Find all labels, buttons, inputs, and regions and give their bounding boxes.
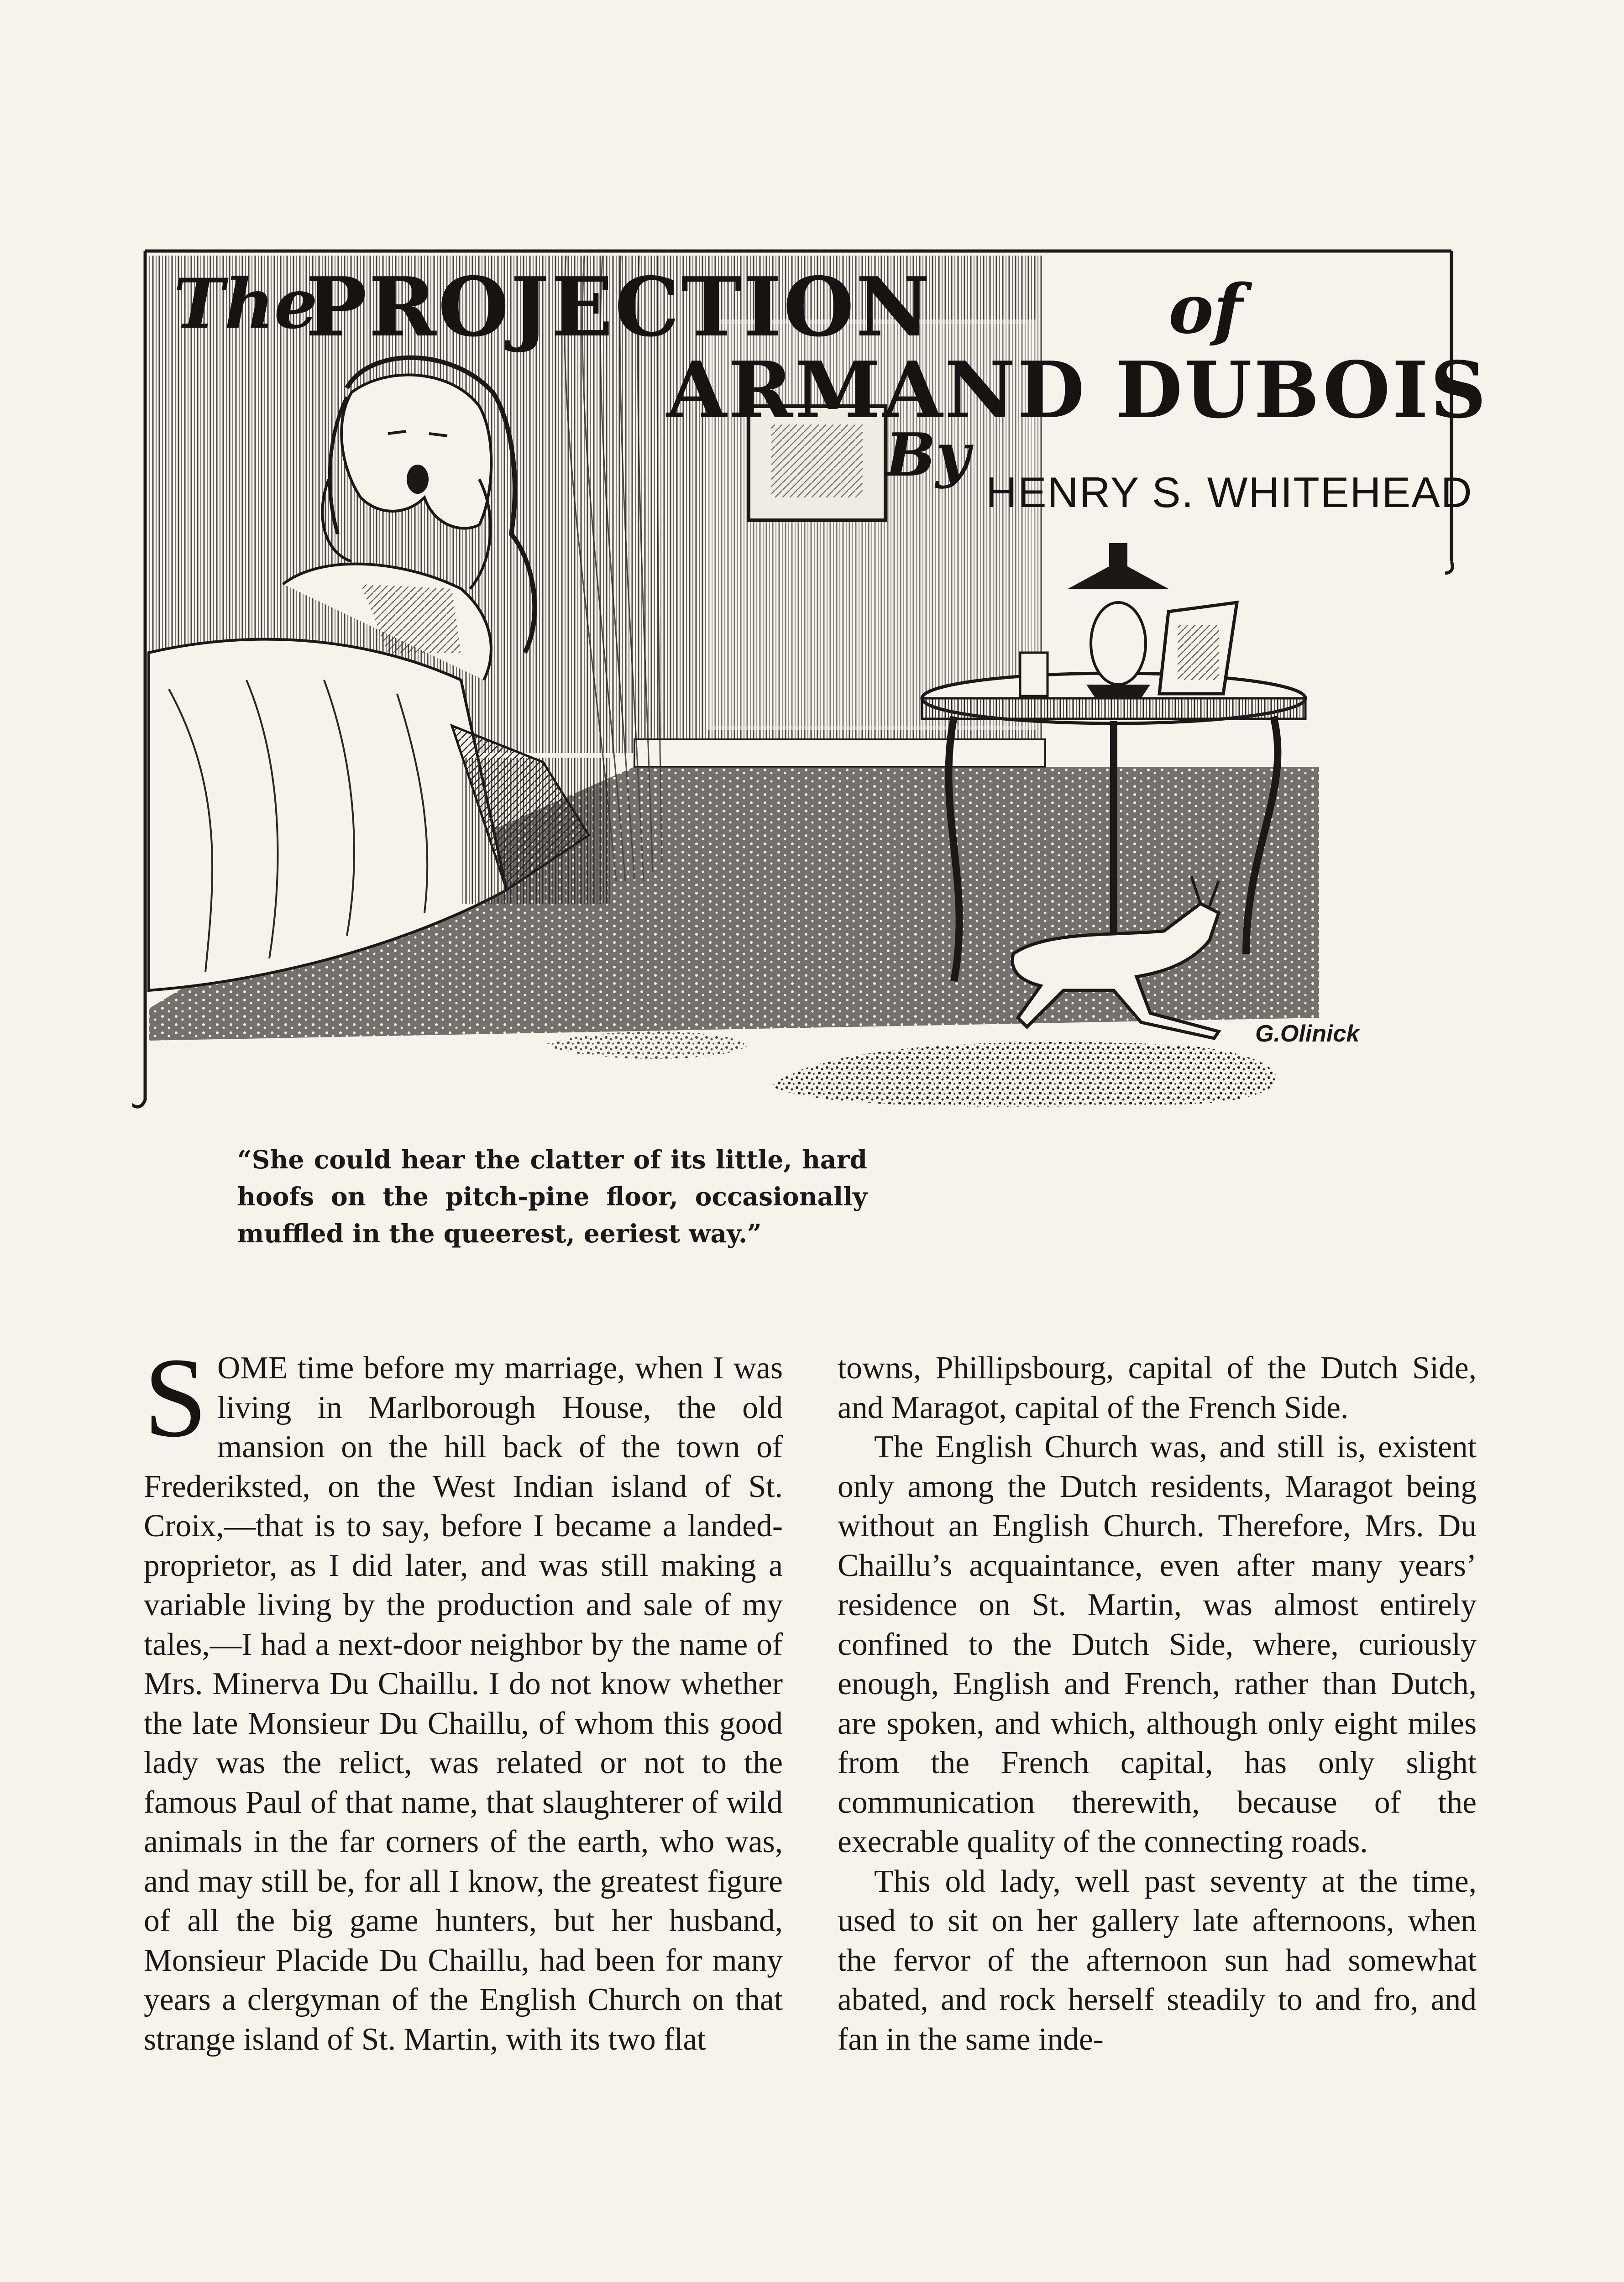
paragraph — [144, 1335, 783, 2059]
paragraph: towns, Phillipsbourg, capital of the Dutch Side, and Maragot, capital of the French Side. — [838, 1350, 1477, 1425]
story-illustration — [132, 242, 1488, 1109]
paragraph-text: OME time before my marriage, when I was living in Marlborough House, the old mansion on the hill back of the town of Frederiksted, on the West Indian island of St. Croix,—that is to say, before I became a landed-proprietor, as I did later, and was still making a variable living by the production and sale of my tales,—I had a next-door neighbor by the name of Mrs. Minerva Du Chaillu. I do not know whether the late Monsieur Du Chaillu, of whom this good lady was the relict, was related or not to the famous Paul of that name, that slaughterer of wild animals in the far corners of the earth, who was, and may still be, for all I know, the greatest figure of all the big game hunters, but her husband, Monsieur Placide Du Chaillu, had been for many years a clergyman of the English Church on that strange island of St. Martin, with its two flat — [144, 1350, 783, 2057]
paragraph: This old lady, well past seventy at the time, used to sit on her gallery late afternoons, when the fervor of the afternoon sun had somewhat abated, and rock herself steadily to and fro, and fan in the same inde- — [838, 1863, 1477, 2057]
title-the: The — [173, 264, 318, 344]
text-column-right — [838, 1349, 1477, 2059]
illustration-caption: “She could hear the clatter of its little, hard hoofs on the pitch-pine floor, occasionally muffled in the queerest, eeriest way.” — [237, 1145, 867, 1248]
title-of: of — [1168, 269, 1243, 349]
story-title: PROJECTION — [306, 259, 932, 355]
author-name: HENRY S. WHITEHEAD — [986, 468, 1473, 516]
byline-by: By — [885, 420, 970, 490]
artist-signature: G.Olinick — [1255, 1021, 1360, 1047]
drop-cap: S — [144, 1335, 208, 1461]
story-subtitle: ARMAND DUBOIS — [666, 345, 1488, 436]
paragraph: The English Church was, and still is, existent only among the Dutch residents, Maragot being without an English Church. Therefore, Mrs. Du Chaillu’s acquaintance, even after many years’ residence on St. Martin, was almost entirely confined to the Dutch Side, where, curiously enough, English and French, rather than Dutch, are spoken, and which, although only eight miles from the French capital, has only slight communication therewith, because of the execrable quality of the connecting roads. — [838, 1429, 1477, 1859]
text-column-left — [144, 1335, 783, 2059]
